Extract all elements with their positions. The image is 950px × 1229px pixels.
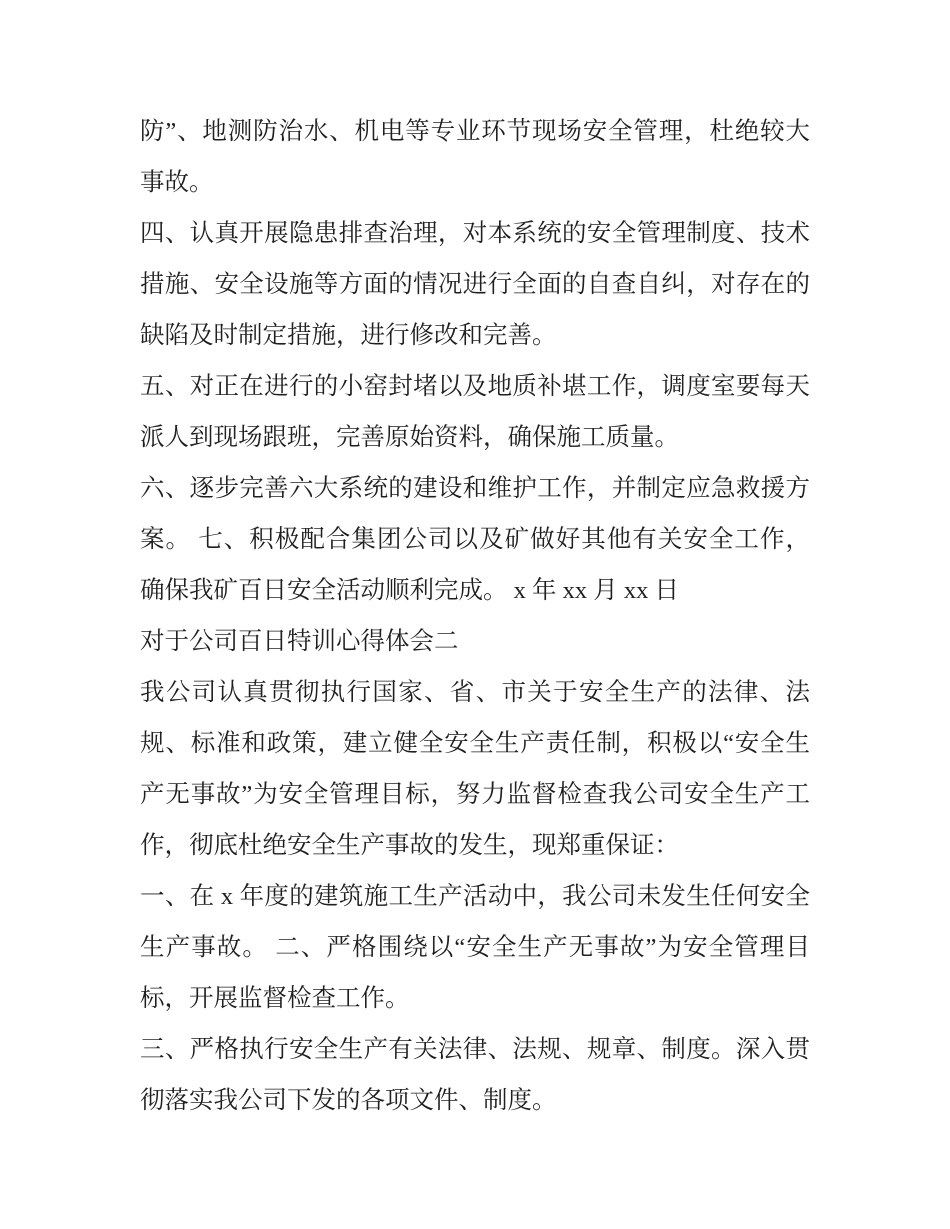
doc-line: 案。 七、积极配合集团公司以及矿做好其他有关安全工作，: [140, 526, 810, 553]
doc-line: 规、标准和政策，建立健全安全生产责任制，积极以“安全生: [140, 730, 810, 757]
doc-line: 派人到现场跟班，完善原始资料，确保施工质量。: [140, 424, 679, 451]
doc-line: 事故。: [140, 169, 214, 196]
doc-line: 生产事故。 二、严格围绕以“安全生产无事故”为安全管理目: [140, 934, 810, 961]
doc-line: 五、对正在进行的小窑封堵以及地质补堪工作，调度室要每天: [140, 373, 810, 400]
doc-line: 六、逐步完善六大系统的建设和维护工作，并制定应急救援方: [140, 475, 810, 502]
doc-line: 防”、地测防治水、机电等专业环节现场安全管理，杜绝较大: [140, 118, 810, 145]
doc-line: 我公司认真贯彻执行国家、省、市关于安全生产的法律、法: [140, 679, 810, 706]
doc-line: 措施、安全设施等方面的情况进行全面的自查自纠，对存在的: [140, 271, 810, 298]
doc-line: 四、认真开展隐患排查治理，对本系统的安全管理制度、技术: [140, 220, 810, 247]
doc-line: 一、在 x 年度的建筑施工生产活动中，我公司未发生任何安全: [140, 883, 810, 910]
doc-line: 标，开展监督检查工作。: [140, 985, 410, 1012]
doc-line: 产无事故”为安全管理目标，努力监督检查我公司安全生产工: [140, 781, 810, 808]
doc-line: 缺陷及时制定措施，进行修改和完善。: [140, 322, 557, 349]
doc-line: 彻落实我公司下发的各项文件、制度。: [140, 1087, 557, 1114]
doc-line: 确保我矿百日安全活动顺利完成。 x 年 xx 月 xx 日: [140, 577, 679, 604]
doc-section-title: 对于公司百日特训心得体会二: [140, 628, 459, 655]
doc-line: 作，彻底杜绝安全生产事故的发生，现郑重保证：: [140, 832, 679, 859]
doc-line: 三、严格执行安全生产有关法律、法规、规章、制度。深入贯: [140, 1036, 810, 1063]
